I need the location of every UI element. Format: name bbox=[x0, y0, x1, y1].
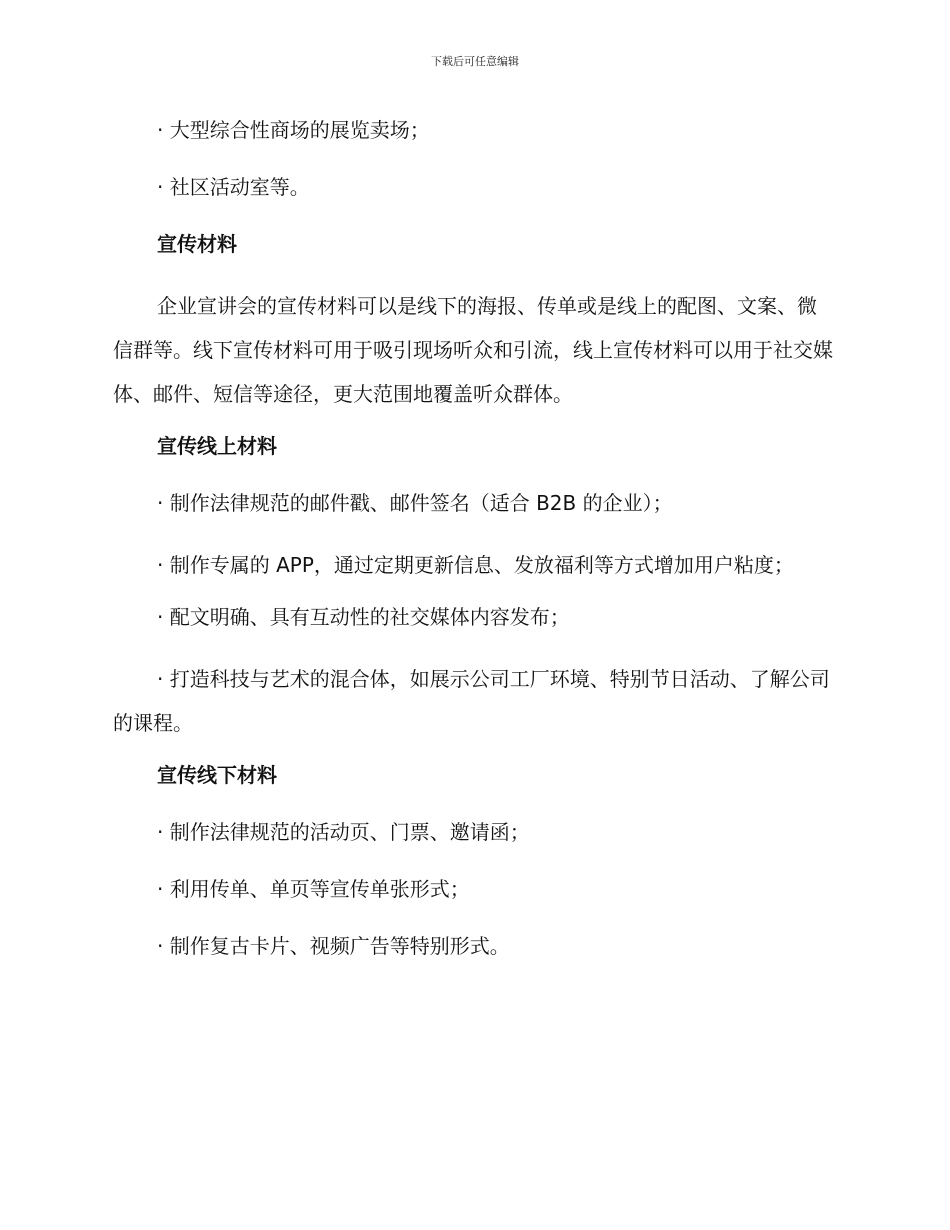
offline-item: · 利用传单、单页等宣传单张形式； bbox=[157, 877, 470, 901]
offline-item: · 制作法律规范的活动页、门票、邀请函； bbox=[157, 820, 530, 844]
offline-item: · 制作复古卡片、视频广告等特别形式。 bbox=[157, 934, 510, 958]
online-item: · 打造科技与艺术的混合体，如展示公司工厂环境、特别节日活动、了解公司的课程。 bbox=[113, 667, 830, 735]
section-heading-online: 宣传线上材料 bbox=[157, 434, 277, 458]
online-item: · 制作专属的 APP，通过定期更新信息、发放福利等方式增加用户粘度； bbox=[157, 553, 794, 577]
venue-item: · 大型综合性商场的展览卖场； bbox=[157, 118, 430, 142]
online-item: · 制作法律规范的邮件戳、邮件签名（适合 B2B 的企业）； bbox=[157, 491, 673, 515]
venue-item: · 社区活动室等。 bbox=[157, 175, 310, 199]
materials-paragraph: 企业宣讲会的宣传材料可以是线下的海报、传单或是线上的配图、文案、微信群等。线下宣传材料可用于吸引现场听众和引流，线上宣传材料可以用于社交媒体、邮件、短信等途径，更大范围地覆盖听众群体。 bbox=[113, 294, 833, 406]
section-heading-materials: 宣传材料 bbox=[157, 232, 237, 256]
document-body bbox=[113, 113, 835, 986]
section-heading-offline: 宣传线下材料 bbox=[157, 763, 277, 787]
online-item: · 配文明确、具有互动性的社交媒体内容发布； bbox=[157, 605, 570, 629]
page-header: 下载后可任意编辑 bbox=[431, 55, 519, 68]
